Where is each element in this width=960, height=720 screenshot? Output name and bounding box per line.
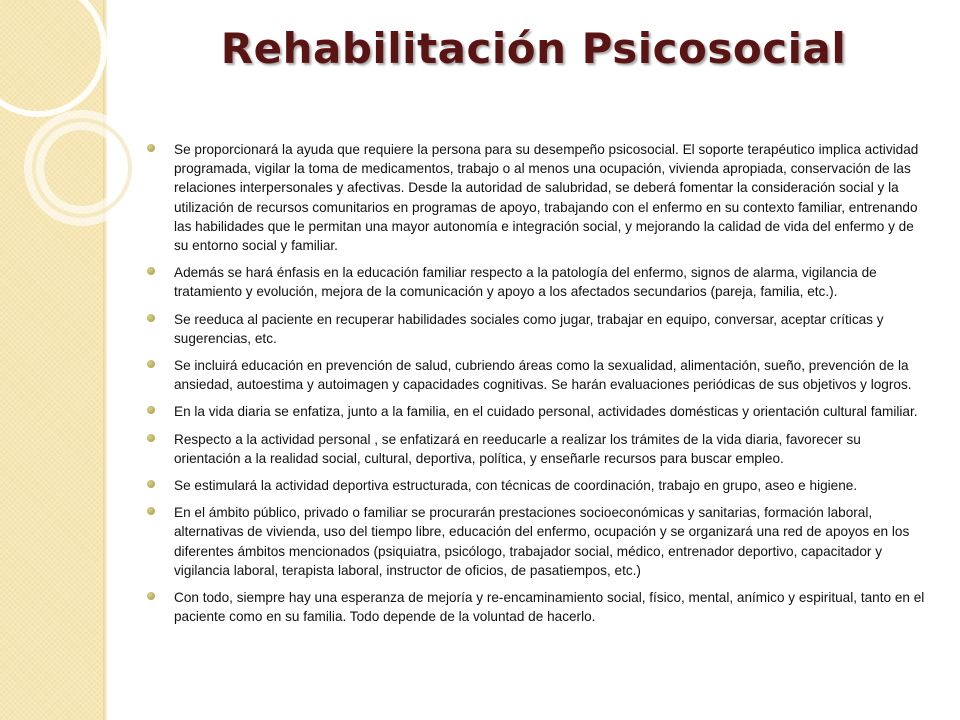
list-item [147,140,927,255]
decorative-ring-medium-outline [34,120,130,216]
list-item [147,476,927,495]
bullet-icon [147,480,155,488]
list-item-text: En el ámbito público, privado o familiar se procurarán prestaciones socioeconómicas y sanitarias, formación laboral, alternativas de vivienda, uso del tiempo libre, educación del enfermo, ocupación y se organizará una red de apoyos en los diferentes ámbitos mencionados (psiquiatra, psicólogo, trabajador social, médico, entrenador deportivo, capacitador y vigilancia laboral, terapista laboral, instructor de oficios, de pasatiempos, etc.) [174,505,910,578]
list-item-text: Con todo, siempre hay una esperanza de mejoría y re-encaminamiento social, físico, mental, anímico y espiritual, tanto en el paciente como en su familia. Todo depende de la voluntad de hacerlo. [174,590,925,625]
bullet-icon [147,507,155,515]
bullet-icon [147,360,155,368]
bullet-icon [147,592,155,600]
bullet-icon [147,434,155,442]
list-item-text: En la vida diaria se enfatiza, junto a la familia, en el cuidado personal, actividades domésticas y orientación cultural familiar. [174,404,918,420]
bullet-list [147,140,927,634]
list-item-text: Se estimulará la actividad deportiva estructurada, con técnicas de coordinación, trabajo en grupo, aseo e higiene. [174,478,858,494]
bullet-icon [147,314,155,322]
list-item-text: Se proporcionará la ayuda que requiere la persona para su desempeño psicosocial. El soporte terapéutico implica actividad programada, vigilar la toma de medicamentos, trabajo o al menos una ocupación, vivienda apropiada, conservación de las relaciones interpersonales y afectivas. Desde la autoridad de salubridad, se deberá fomentar la consideración social y la utilización de recursos comunitarios en programas de apoyo, trabajando con el enfermo en su contexto familiar, entrenando las habilidades que le permitan una mayor autonomía e integración social, y mejorando la calidad de vida del enfermo y de su entorno social y familiar. [174,142,919,254]
list-item [147,310,927,348]
list-item [147,430,927,468]
list-item [147,402,927,421]
list-item-text: Además se hará énfasis en la educación familiar respecto a la patología del enfermo, signos de alarma, vigilancia de tratamiento y evolución, mejora de la comunicación y apoyo a los afectados secundarios (pareja, familia, etc.). [174,265,877,300]
bullet-icon [147,267,155,275]
bullet-icon [147,406,155,414]
list-item-text: Se incluirá educación en prevención de salud, cubriendo áreas como la sexualidad, alimentación, sueño, prevención de la ansiedad, autoestima y autoimagen y capacidades cognitivas. Se harán evaluaciones periódicas de sus objetivos y logros. [174,358,912,393]
list-item [147,503,927,580]
decorative-ring-large [0,0,104,114]
list-item [147,356,927,394]
list-item-text: Se reeduca al paciente en recuperar habilidades sociales como jugar, trabajar en equipo, conversar, aceptar críticas y sugerencias, etc. [174,311,884,346]
slide-title: Rehabilitación Psicosocial [220,24,847,73]
list-item-text: Respecto a la actividad personal , se enfatizará en reeducarle a realizar los trámites de la vida diaria, favorecer su orientación a la realidad social, cultural, deportiva, política, y enseñarle recursos para buscar empleo. [174,431,861,466]
bullet-icon [147,144,155,152]
list-item [147,263,927,301]
list-item [147,588,927,626]
